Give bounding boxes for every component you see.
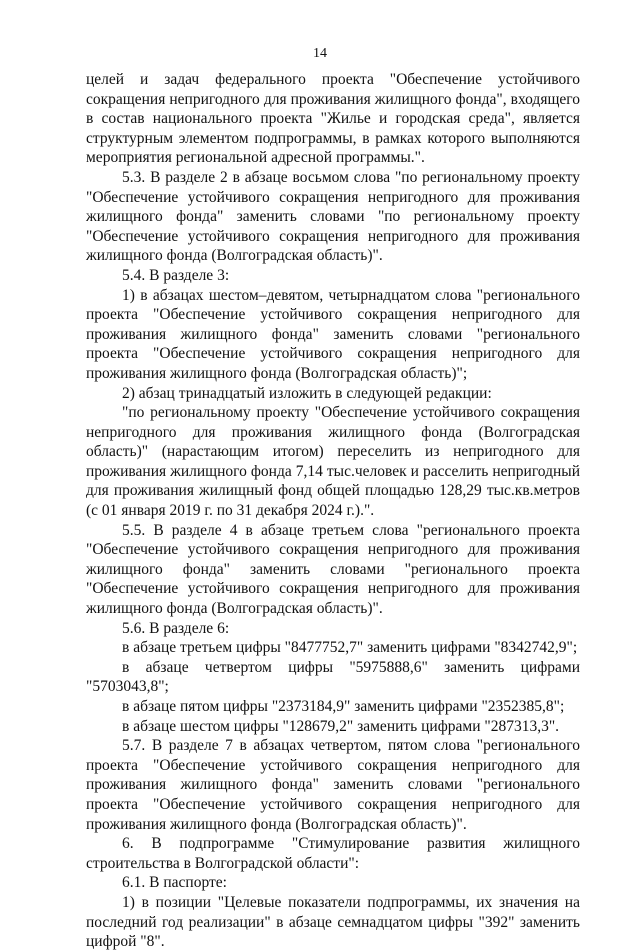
page-number: 14 [313,46,327,61]
paragraph-5-6-line-3: в абзаце пятом цифры "2373184,9" заменить цифрами "2352385,8"; [122,698,565,715]
paragraph-5-3: 5.3. В разделе 2 в абзаце восьмом слова "по региональному проекту "Обеспечение устойчивого сокращения непригодного для проживания жилищного фонда" заменить словами "по региональному проекту "Обеспечение устойчивого сокращения непригодного для проживания жилищного фонда (Волгоградская область)". [86,168,580,265]
paragraph-continuation: целей и задач федерального проекта "Обеспечение устойчивого сокращения непригодного для проживания жилищного фонда", входящего в состав национального проекта "Жилье и городская среда", является структурным элементом подпрограммы, в рамках которого выполняются мероприятия региональной адресной программы.". [86,71,580,167]
paragraph-5-7: 5.7. В разделе 7 в абзацах четвертом, пятом слова "регионального проекта "Обеспечение устойчивого сокращения непригодного для проживания жилищного фонда" заменить словами "регионального проекта "Обеспечение устойчивого сокращения непригодного для проживания жилищного фонда (Волгоградская область)". [86,737,580,833]
paragraph-6-1: 6.1. В паспорте: [122,874,227,892]
paragraph-5-4-item-2: 2) абзац тринадцатый изложить в следующей редакции: [122,384,492,402]
paragraph-5-6-line-2: в абзаце четвертом цифры "5975888,6" заменить цифрами "5703043,8"; [86,658,580,696]
paragraph-6-1-item-1: 1) в позиции "Целевые показатели подпрограммы, их значения на последний год реализации" в абзаце семнадцатом цифры "392" заменить цифрой "8". [86,893,580,951]
document-body [86,70,580,952]
paragraph-6: 6. В подпрограмме "Стимулирование развития жилищного строительства в Волгоградской области": [86,835,580,872]
paragraph-5-5: 5.5. В разделе 4 в абзаце третьем слова "регионального проекта "Обеспечение устойчивого сокращения непригодного для проживания жилищного фонда" заменить словами "регионального проекта "Обеспечение устойчивого сокращения непригодного для проживания жилищного фонда (Волгоградская область)". [86,521,580,618]
paragraph-5-4: 5.4. В разделе 3: [122,266,230,284]
paragraph-5-6: 5.6. В разделе 6: [122,619,230,637]
paragraph-5-6-line-1: в абзаце третьем цифры "8477752,7" заменить цифрами "8342742,9"; [122,639,578,657]
paragraph-5-4-item-1: 1) в абзацах шестом–девятом, четырнадцатом слова "регионального проекта "Обеспечение устойчивого сокращения непригодного для проживания жилищного фонда" заменить словами "регионального проекта "Обеспечение устойчивого сокращения непригодного для проживания жилищного фонда (Волгоградская область)"; [86,286,580,382]
paragraph-5-6-line-4: в абзаце шестом цифры "128679,2" заменить цифрами "287313,3". [122,717,560,735]
paragraph-new-wording: "по региональному проекту "Обеспечение устойчивого сокращения непригодного для проживания жилищного фонда (Волгоградская область)" (нарастающим итогом) переселить из непригодного для проживания жилищного фонда 7,14 тыс.человек и расселить непригодный для проживания жилищный фонд общей площадью 128,29 тыс.кв.метров (с 01 января 2019 г. по 31 декабря 2024 г.).". [86,404,580,520]
